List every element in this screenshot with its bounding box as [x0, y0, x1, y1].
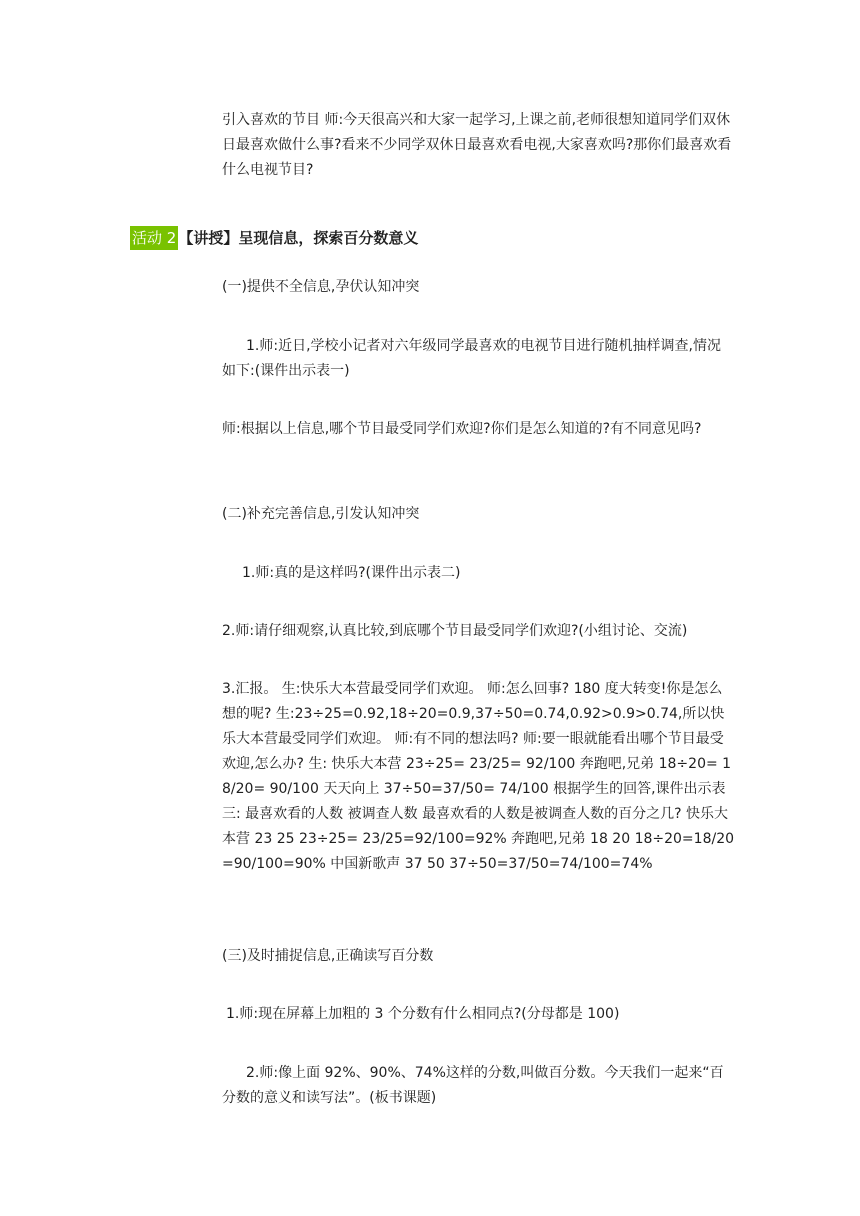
activity-heading: [130, 226, 418, 250]
paragraph-question: 师:根据以上信息,哪个节目最受同学们欢迎?你们是怎么知道的?有不同意见吗?: [222, 421, 702, 437]
paragraph-common-point: 1.师:现在屏幕上加粗的 3 个分数有什么相同点?(分母都是 100): [226, 1006, 620, 1022]
paragraph-table-two: 1.师:真的是这样吗?(课件出示表二): [242, 565, 461, 581]
paragraph-discussion: 2.师:请仔细观察,认真比较,到底哪个节目最受同学们欢迎?(小组讨论、交流): [222, 623, 688, 639]
activity-title: 【讲授】呈现信息，探索百分数意义: [178, 229, 419, 247]
section-one-heading: (一)提供不全信息,孕伏认知冲突: [222, 279, 420, 295]
activity-tag: 活动 2: [130, 226, 178, 250]
section-two-heading: (二)补充完善信息,引发认知冲突: [222, 506, 420, 522]
paragraph-survey: 1.师:近日,学校小记者对六年级同学最喜欢的电视节目进行随机抽样调查,情况如下:(课件出示表一): [222, 338, 721, 379]
section-three-heading: (三)及时捕捉信息,正确读写百分数: [222, 948, 434, 964]
intro-paragraph: 引入喜欢的节目 师:今天很高兴和大家一起学习,上课之前,老师很想知道同学们双休日最喜欢做什么事?看来不少同学双休日最喜欢看电视,大家喜欢吗?那你们最喜欢看什么电视节目?: [222, 112, 732, 178]
paragraph-percent-definition: 2.师:像上面 92%、90%、74%这样的分数,叫做百分数。今天我们一起来“百分数的意义和读写法”。(板书课题): [222, 1065, 724, 1106]
paragraph-report: 3.汇报。 生:快乐大本营最受同学们欢迎。 师:怎么回事? 180 度大转变!你是怎么想的呢? 生:23÷25=0.92,18÷20=0.9,37÷50=0.74,0.92>0.9>0.74,所以快乐大本营最受同学们欢迎。 师:有不同的想法吗? 师:要一眼就能看出哪个节目最受欢迎,怎么办? 生: 快乐大本营 23÷25= 23/25= 92/100 奔跑吧,兄弟 18÷20= 18/20= 90/100 天天向上 37÷50=37/50= 74/100 根据学生的回答,课件出示表三: 最喜欢看的人数 被调查人数 最喜欢看的人数是被调查人数的百分之几? 快乐大本营 23 25 23÷25= 23/25=92/100=92% 奔跑吧,兄弟 18 20 18÷20=18/20=90/100=90% 中国新歌声 37 50 37÷50=37/50=74/100=74%: [222, 681, 735, 872]
